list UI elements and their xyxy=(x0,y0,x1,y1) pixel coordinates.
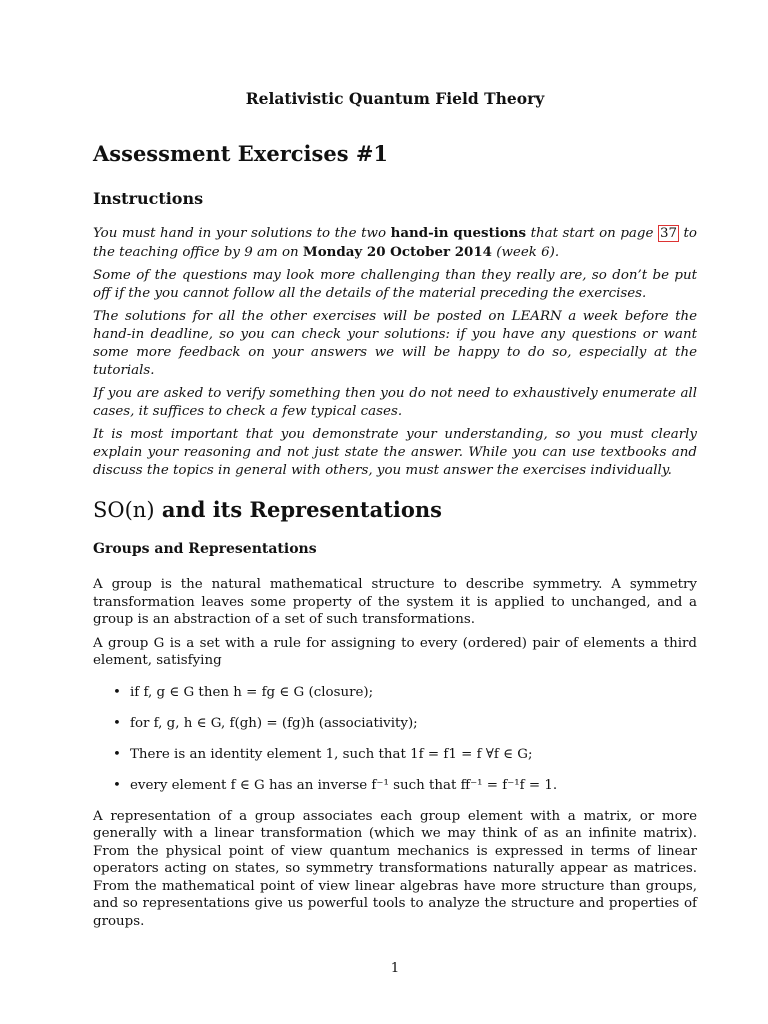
instructions-heading: Instructions xyxy=(93,189,204,208)
subsection-heading: Groups and Representations xyxy=(93,541,317,557)
text-span: (week 6). xyxy=(491,245,560,260)
group-axioms-list xyxy=(93,684,697,795)
course-title: Relativistic Quantum Field Theory xyxy=(245,89,545,108)
main-title: Assessment Exercises #1 xyxy=(93,141,389,166)
bullet-icon: • xyxy=(113,684,121,700)
bullet-icon: • xyxy=(113,746,121,762)
list-item xyxy=(93,715,697,733)
body-paragraph-3: A representation of a group associates each group element with a matrix, or more generally with a linear transformation (which we may think of as an infinite matrix). From the physical point of view quantum mechanics is expressed in terms of linear operators acting on states, so symmetry transformations naturally appear as matrices. From the mathematical point of view linear algebras have more structure than groups, and so representations give us powerful tools to analyze the structure and properties of groups. xyxy=(93,808,697,929)
page-reference-link[interactable]: 37 xyxy=(659,226,677,241)
body-paragraph-2: A group G is a set with a rule for assigning to every (ordered) pair of elements a third element, satisfying xyxy=(93,635,697,668)
body-text xyxy=(93,576,697,936)
list-item-text: every element f ∈ G has an inverse f⁻¹ such that ff⁻¹ = f⁻¹f = 1. xyxy=(130,777,558,793)
list-item-text: for f, g, h ∈ G, f(gh) = (fg)h (associativity); xyxy=(130,715,418,731)
hand-in-questions-emphasis: hand-in questions xyxy=(390,225,527,241)
instructions-block xyxy=(93,224,697,485)
list-item-text: There is an identity element 1, such that 1f = f1 = f ∀f ∈ G; xyxy=(130,746,533,762)
body-paragraph-1: A group is the natural mathematical structure to describe symmetry. A symmetry transformation leaves some property of the system it is applied to unchanged, and a group is an abstraction of a set of such transformations. xyxy=(93,577,697,627)
chapter-title-text: and its Representations xyxy=(154,497,442,522)
instructions-paragraph-5: It is most important that you demonstrate your understanding, so you must clearly explain your reasoning and not just state the answer. While you can use textbooks and discuss the topics in general with others, you must answer the exercises individually. xyxy=(93,427,697,478)
list-item xyxy=(93,684,697,702)
instructions-paragraph-2: Some of the questions may look more challenging than they really are, so don’t be put off if the you cannot follow all the details of the material preceding the exercises. xyxy=(93,268,697,301)
text-span: You must hand in your solutions to the two xyxy=(93,226,391,241)
text-span: to the teaching office by 9 am on xyxy=(93,226,697,260)
instructions-paragraph-1 xyxy=(93,224,697,262)
text-span: that start on page xyxy=(526,226,658,241)
list-item xyxy=(93,746,697,764)
deadline-date: Monday 20 October 2014 xyxy=(302,244,492,260)
bullet-icon: • xyxy=(113,715,121,731)
list-item-text: if f, g ∈ G then h = fg ∈ G (closure); xyxy=(130,684,374,700)
page-number: 1 xyxy=(390,961,400,976)
chapter-title-math: SO(n) xyxy=(93,498,155,522)
chapter-title xyxy=(93,497,442,522)
instructions-paragraph-4: If you are asked to verify something then you do not need to exhaustively enumerate all cases, it suffices to check a few typical cases. xyxy=(93,386,697,419)
instructions-paragraph-3: The solutions for all the other exercises will be posted on LEARN a week before the hand-in deadline, so you can check your solutions: if you have any questions or want some more feedback on your answers we will be happy to do so, especially at the tutorials. xyxy=(93,309,697,378)
bullet-icon: • xyxy=(113,777,121,793)
list-item xyxy=(93,777,697,795)
